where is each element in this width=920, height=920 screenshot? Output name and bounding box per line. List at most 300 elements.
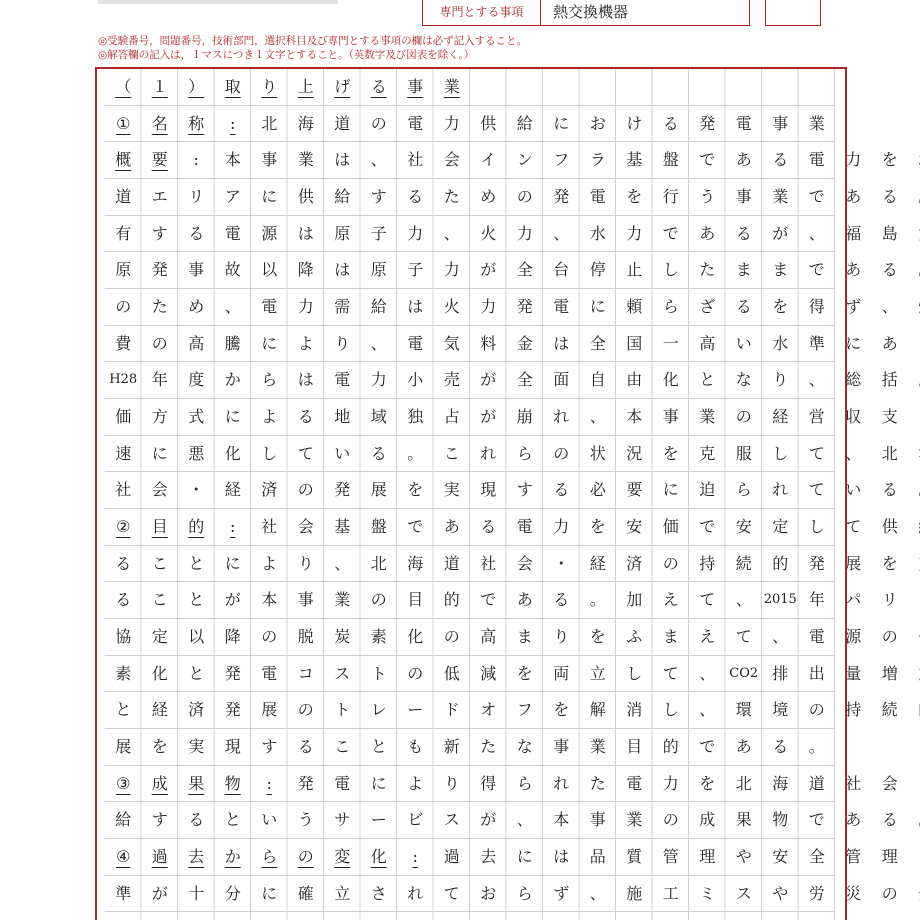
answer-cell: 道	[443, 553, 460, 573]
answer-cell: 発	[224, 700, 241, 720]
answer-cell: ④	[116, 847, 131, 867]
answer-cell: の	[261, 627, 278, 647]
answer-cell: 展	[115, 737, 132, 757]
answer-cell: 源	[845, 627, 862, 647]
answer-cell: 社	[115, 480, 132, 500]
answer-cell: 子	[407, 260, 424, 280]
answer-cell: げ	[334, 77, 351, 96]
answer-cell: 炭	[334, 627, 351, 647]
answer-cell: 力	[662, 773, 679, 793]
answer-cell: 準	[115, 883, 132, 903]
answer-cell	[908, 326, 920, 363]
answer-cell: ま	[516, 627, 533, 647]
answer-cell: 。	[589, 590, 606, 610]
answer-cell: て	[808, 480, 825, 500]
answer-cell	[726, 912, 763, 920]
answer-cell: 力	[516, 223, 533, 243]
answer-cell: か	[224, 370, 241, 390]
answer-cell: ら	[261, 370, 278, 390]
answer-cell: 管	[662, 847, 679, 867]
answer-cell: 、	[735, 590, 752, 610]
answer-cell: に	[516, 847, 533, 867]
answer-cell: す	[151, 223, 168, 243]
answer-cell: 発	[224, 663, 241, 683]
answer-cell: し	[808, 517, 825, 537]
answer-cell: 経	[224, 480, 241, 500]
answer-cell: に	[589, 297, 606, 317]
answer-cell: り	[443, 773, 460, 793]
answer-cell	[762, 912, 799, 920]
answer-cell: 化	[662, 370, 679, 390]
answer-cell: 、	[370, 150, 387, 170]
specialty-field-box	[422, 0, 750, 26]
answer-cell: 素	[115, 663, 132, 683]
answer-cell: の	[370, 590, 387, 610]
answer-cell: を	[151, 737, 168, 757]
answer-cell: 業	[443, 77, 460, 96]
answer-cell: 一	[662, 333, 679, 353]
answer-cell: が	[224, 590, 241, 610]
answer-cell: 事	[297, 590, 314, 610]
answer-cell	[142, 912, 179, 920]
answer-cell: 北	[735, 773, 752, 793]
answer-cell: で	[699, 517, 716, 537]
answer-cell: ま	[735, 260, 752, 280]
answer-cell: 本	[224, 150, 241, 170]
answer-cell: の	[516, 187, 533, 206]
answer-cell: 化	[224, 443, 241, 463]
answer-cell: 原	[115, 260, 132, 280]
answer-cell: 騰	[224, 333, 241, 353]
answer-cell	[470, 912, 507, 920]
answer-cell: る	[772, 150, 789, 170]
answer-cell: 的	[443, 590, 460, 610]
answer-cell: 2015	[763, 592, 797, 608]
answer-cell: 要	[151, 150, 168, 170]
answer-cell: し	[772, 443, 789, 463]
answer-cell: ら	[735, 480, 752, 500]
answer-cell: ま	[772, 260, 789, 280]
answer-cell: 済	[261, 480, 278, 500]
answer-cell: よ	[261, 407, 278, 427]
answer-cell: 、	[808, 370, 825, 390]
answer-cell: 得	[480, 773, 497, 793]
answer-cell: 境	[772, 700, 789, 720]
answer-cell: H28	[109, 372, 138, 388]
answer-cell: 排	[772, 663, 789, 683]
answer-cell: 去	[480, 847, 497, 867]
answer-cell: よ	[297, 333, 314, 353]
answer-cell	[543, 912, 580, 920]
answer-cell: て	[808, 443, 825, 463]
answer-cell: 発	[297, 773, 314, 793]
answer-cell: 発	[699, 113, 716, 133]
answer-cell: フ	[553, 150, 570, 170]
answer-cell: 地	[334, 407, 351, 427]
answer-cell: レ	[370, 700, 387, 720]
answer-cell: る	[115, 590, 132, 610]
answer-cell: 社	[845, 773, 862, 793]
answer-cell: ト	[370, 663, 387, 683]
answer-cell	[434, 912, 471, 920]
answer-cell: 。	[407, 443, 424, 463]
answer-cell: り	[772, 370, 789, 390]
answer-cell: し	[626, 663, 643, 683]
answer-cell: リ	[188, 187, 205, 206]
answer-cell: 発	[808, 553, 825, 573]
answer-cell: 電	[589, 187, 606, 206]
answer-cell	[908, 436, 920, 473]
answer-cell: 行	[662, 187, 679, 206]
answer-cell: 子	[370, 223, 387, 243]
answer-cell: 電	[626, 773, 643, 793]
answer-cell: い	[334, 443, 351, 463]
answer-row	[105, 656, 898, 693]
answer-cell	[689, 912, 726, 920]
answer-cell: 事	[553, 737, 570, 757]
answer-cell: は	[553, 333, 570, 353]
answer-cell: に	[151, 443, 168, 463]
answer-cell: 脱	[297, 627, 314, 647]
answer-cell: 発	[334, 480, 351, 500]
answer-cell: で	[407, 517, 424, 537]
answer-cell: 成	[699, 810, 716, 830]
answer-cell	[908, 656, 920, 693]
answer-cell: 変	[334, 847, 351, 867]
answer-cell: 、	[334, 553, 351, 573]
answer-cell: る	[188, 810, 205, 830]
answer-cell: し	[261, 443, 278, 463]
answer-cell: リ	[881, 590, 898, 610]
answer-cell	[908, 802, 920, 839]
answer-cell	[908, 142, 920, 179]
answer-cell: 業	[589, 737, 606, 757]
answer-cell: な	[735, 370, 752, 390]
answer-cell: 全	[589, 333, 606, 353]
answer-cell: 以	[188, 627, 205, 647]
answer-cell: 事	[589, 810, 606, 830]
answer-cell: 経	[772, 407, 789, 427]
answer-cell	[397, 912, 434, 920]
answer-cell: 金	[516, 333, 533, 353]
answer-cell: え	[699, 627, 716, 647]
answer-cell: た	[443, 187, 460, 206]
answer-cell: は	[297, 370, 314, 390]
answer-cell: 社	[480, 553, 497, 573]
answer-cell	[908, 472, 920, 509]
answer-cell: の	[297, 480, 314, 500]
answer-cell: 経	[589, 553, 606, 573]
answer-cell: サ	[334, 810, 351, 830]
answer-cell: 電	[735, 113, 752, 133]
answer-cell: け	[626, 113, 643, 133]
answer-cell: を	[589, 517, 606, 537]
answer-cell	[908, 216, 920, 253]
answer-cell: 水	[589, 223, 606, 243]
answer-cell: し	[662, 260, 679, 280]
answer-cell: た	[151, 297, 168, 317]
answer-cell: 現	[224, 737, 241, 757]
answer-cell: 需	[334, 297, 351, 317]
answer-cell: 小	[407, 370, 424, 390]
answer-cell: ら	[662, 297, 679, 317]
answer-cell: の	[370, 113, 387, 133]
answer-cell: る	[370, 443, 387, 463]
answer-cell: い	[735, 333, 752, 353]
answer-cell: で	[808, 260, 825, 280]
answer-cell: 物	[224, 773, 241, 793]
answer-cell: 括	[881, 370, 898, 390]
answer-cell: 価	[115, 407, 132, 427]
answer-cell: 両	[553, 663, 570, 683]
answer-cell: 服	[735, 443, 752, 463]
answer-cell	[105, 912, 142, 920]
answer-cell: 況	[626, 443, 643, 463]
answer-cell	[908, 839, 920, 876]
answer-cell: 定	[772, 517, 789, 537]
answer-cell: た	[589, 773, 606, 793]
answer-cell: イ	[480, 150, 497, 170]
answer-cell: に	[370, 773, 387, 793]
answer-cell: ト	[334, 700, 351, 720]
instruction-note: ◎受験番号，問題番号，技術部門，選択科目及び専門とする事項の欄は必ず記入すること。	[98, 35, 528, 47]
answer-cell: 目	[626, 737, 643, 757]
answer-cell: る	[297, 407, 314, 427]
answer-cell: は	[334, 150, 351, 170]
answer-cell: 化	[151, 663, 168, 683]
answer-cell: ス	[443, 810, 460, 830]
answer-cell: 上	[297, 77, 314, 96]
answer-cell: 供	[480, 113, 497, 133]
answer-cell: 電	[808, 627, 825, 647]
answer-cell: 事	[407, 77, 424, 96]
answer-cell: ス	[735, 883, 752, 903]
answer-cell: 発	[553, 187, 570, 206]
answer-cell: ら	[516, 443, 533, 463]
specialty-field-value[interactable]: 熱交換機器	[553, 3, 629, 21]
answer-cell: 北	[261, 113, 278, 133]
answer-cell: あ	[699, 223, 716, 243]
answer-row	[105, 179, 898, 216]
answer-cell: 力	[626, 223, 643, 243]
answer-cell: 、	[443, 223, 460, 243]
answer-cell: る	[881, 810, 898, 830]
answer-cell: 状	[589, 443, 606, 463]
answer-cell: あ	[443, 517, 460, 537]
answer-cell: が	[772, 223, 789, 243]
answer-cell: 力	[407, 223, 424, 243]
answer-cell: 事	[772, 113, 789, 133]
answer-cell: 要	[626, 480, 643, 500]
answer-cell: め	[480, 187, 497, 206]
answer-cell: の	[407, 663, 424, 683]
answer-cell: こ	[443, 443, 460, 463]
answer-cell: て	[662, 663, 679, 683]
answer-cell: 業	[808, 113, 825, 133]
answer-cell: 本	[626, 407, 643, 427]
answer-cell: 力	[480, 297, 497, 317]
answer-cell: 源	[261, 223, 278, 243]
answer-cell: 業	[297, 150, 314, 170]
answer-cell: 気	[443, 333, 460, 353]
answer-cell	[908, 509, 920, 546]
answer-cell: 事	[261, 150, 278, 170]
answer-cell: に	[261, 883, 278, 903]
answer-cell	[908, 289, 920, 326]
answer-cell: 低	[443, 663, 460, 683]
answer-cell: て	[699, 590, 716, 610]
answer-cell: す	[516, 480, 533, 500]
answer-row	[105, 546, 898, 583]
answer-cell: る	[735, 297, 752, 317]
answer-cell: る	[881, 187, 898, 206]
answer-cell: 年	[808, 590, 825, 610]
answer-cell: 給	[370, 297, 387, 317]
answer-cell: 克	[699, 443, 716, 463]
answer-cell: 業	[772, 187, 789, 206]
answer-cell: 事	[662, 407, 679, 427]
answer-cell: に	[553, 113, 570, 133]
answer-cell: ら	[516, 883, 533, 903]
answer-cell: 度	[188, 370, 205, 390]
answer-cell: 展	[261, 700, 278, 720]
answer-cell: 総	[845, 370, 862, 390]
answer-cell: ミ	[699, 883, 716, 903]
answer-cell: 労	[808, 883, 825, 903]
answer-cell: フ	[516, 700, 533, 720]
answer-cell: 北	[881, 443, 898, 463]
answer-cell: 新	[443, 737, 460, 757]
answer-cell: 準	[808, 333, 825, 353]
answer-cell: 加	[626, 590, 643, 610]
answer-cell: れ	[553, 407, 570, 427]
answer-cell: 占	[443, 407, 460, 427]
answer-cell: 力	[553, 517, 570, 537]
answer-cell: が	[480, 810, 497, 830]
answer-cell: 会	[151, 480, 168, 500]
answer-cell: 自	[589, 370, 606, 390]
answer-row	[105, 362, 898, 399]
answer-cell: と	[115, 700, 132, 720]
specialty-field-label: 専門とする事項	[439, 5, 524, 19]
answer-cell: 理	[881, 847, 898, 867]
answer-cell: 基	[626, 150, 643, 170]
answer-cell: た	[699, 260, 716, 280]
answer-cell: 、	[699, 700, 716, 720]
answer-cell: 立	[334, 883, 351, 903]
answer-cell: の	[881, 627, 898, 647]
answer-cell	[908, 252, 920, 289]
answer-cell: 事	[188, 260, 205, 280]
top-strip	[98, 0, 338, 4]
answer-cell: れ	[553, 773, 570, 793]
answer-cell: 本	[553, 810, 570, 830]
answer-cell: あ	[845, 260, 862, 280]
answer-cell: 過	[443, 847, 460, 867]
answer-cell: 収	[845, 407, 862, 427]
answer-cell: 電	[261, 297, 278, 317]
answer-cell: す	[151, 810, 168, 830]
answer-cell: ず	[553, 883, 570, 903]
answer-cell: ド	[443, 700, 460, 720]
answer-cell: り	[553, 627, 570, 647]
answer-cell: 頼	[626, 297, 643, 317]
answer-cell: 的	[662, 737, 679, 757]
answer-cell: 電	[553, 297, 570, 317]
answer-cell: よ	[261, 553, 278, 573]
answer-cell: ・	[553, 553, 570, 573]
answer-cell: に	[261, 333, 278, 353]
answer-cell: 業	[334, 590, 351, 610]
answer-row	[105, 582, 898, 619]
answer-cell: 社	[407, 150, 424, 170]
answer-cell: す	[370, 187, 387, 206]
answer-cell: 発	[516, 297, 533, 317]
answer-cell: と	[188, 553, 205, 573]
answer-cell	[324, 912, 361, 920]
answer-cell: 電	[224, 223, 241, 243]
answer-cell: 供	[881, 517, 898, 537]
answer-cell: 、	[772, 627, 789, 647]
answer-cell: 費	[115, 333, 132, 353]
answer-cell: 会	[881, 773, 898, 793]
answer-cell: 減	[480, 663, 497, 683]
answer-cell	[908, 362, 920, 399]
answer-cell: 道	[808, 773, 825, 793]
answer-cell: で	[662, 223, 679, 243]
answer-cell: 経	[151, 700, 168, 720]
answer-cell: 、	[589, 407, 606, 427]
answer-grid[interactable]	[95, 67, 898, 920]
answer-cell: 全	[516, 370, 533, 390]
answer-row	[105, 106, 835, 143]
answer-cell: 続	[735, 553, 752, 573]
answer-cell: 給	[516, 113, 533, 133]
answer-cell: 解	[589, 700, 606, 720]
answer-cell: は	[297, 223, 314, 243]
answer-cell: 、	[553, 223, 570, 243]
answer-cell: と	[370, 737, 387, 757]
answer-cell: パ	[845, 590, 862, 610]
answer-cell: を	[516, 663, 533, 683]
answer-cell: な	[516, 737, 533, 757]
answer-cell: ）	[188, 77, 205, 96]
answer-cell: 国	[626, 333, 643, 353]
answer-cell: 独	[407, 407, 424, 427]
answer-cell: 降	[224, 627, 241, 647]
answer-cell: や	[735, 847, 752, 867]
answer-cell: 素	[370, 627, 387, 647]
answer-cell: 安	[772, 847, 789, 867]
answer-cell: ー	[407, 700, 424, 720]
answer-cell: （	[115, 77, 132, 96]
answer-cell: ラ	[589, 150, 606, 170]
answer-cell: :	[412, 847, 418, 867]
answer-cell: 続	[881, 700, 898, 720]
answer-cell: 増	[881, 663, 898, 683]
answer-cell: を	[881, 150, 898, 170]
answer-cell: 立	[589, 663, 606, 683]
answer-cell: り	[297, 553, 314, 573]
answer-cell: 業	[626, 810, 643, 830]
answer-cell: る	[553, 590, 570, 610]
answer-cell: ず	[845, 297, 862, 317]
answer-cell: り	[334, 333, 351, 353]
answer-cell	[288, 912, 325, 920]
answer-cell: に	[845, 333, 862, 353]
answer-cell: 的	[772, 553, 789, 573]
answer-cell: と	[188, 663, 205, 683]
